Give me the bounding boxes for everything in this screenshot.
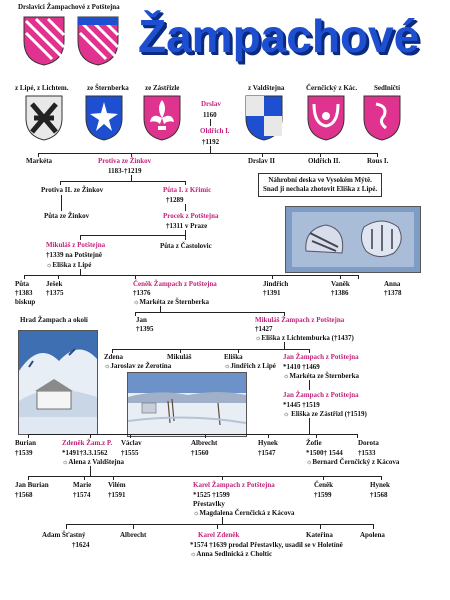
person-mikulas3: Mikuláš [167, 353, 192, 361]
person-zdenek-years: *1491†3.3.1562 [62, 449, 108, 457]
person-hynek2: Hynek [370, 481, 390, 489]
person-oldrich2: Oldřich II. [308, 157, 341, 165]
person-zdena: Zdena [104, 353, 124, 361]
coat-label-zastrizl: ze Zástřizle [145, 84, 180, 92]
coat-label-sternberk: ze Šternberka [87, 84, 129, 92]
person-mikulas2-year: †1427 [255, 325, 273, 333]
person-jan2: Jan Žampach z Potštejna [283, 353, 359, 361]
coat-of-arms-zastrizl [142, 94, 182, 142]
person-jindrich-year: †1391 [263, 289, 281, 297]
person-protiva2: Protiva II. ze Žinkov [41, 186, 104, 194]
person-jesek: Ješek [46, 280, 63, 288]
person-dorota-year: †1533 [358, 449, 376, 457]
person-mikulas-year: †1339 na Potštejně [46, 251, 102, 259]
person-karel: Karel Žampach z Potštejna [193, 481, 275, 489]
person-karel-place: Přestavlky [193, 500, 225, 508]
person-jesek-year: †1375 [46, 289, 64, 297]
coat-of-arms-pink-2 [76, 15, 120, 67]
note-box [258, 173, 382, 197]
person-procek-year: †1311 v Praze [166, 222, 208, 230]
person-jan3-wife: ☼ Eliška ze Zástřizl (†1519) [283, 410, 367, 418]
person-rous: Rous I. [367, 157, 389, 165]
person-jan2-wife: ☼Markéta ze Šternberka [283, 372, 360, 380]
page-title: Žampachové [138, 10, 420, 62]
person-anna-year: †1378 [384, 289, 402, 297]
person-puta-zinkov: Půta ze Žinkov [44, 212, 90, 220]
person-jan-year: †1395 [136, 325, 154, 333]
castle-caption: Hrad Žampach a okolí [20, 316, 88, 324]
person-albrecht-year: †1560 [191, 449, 209, 457]
coat-of-arms-lipe [24, 94, 64, 142]
person-karel-years: *1525 †1599 [193, 491, 230, 499]
person-oldrich1-year: †1192 [202, 138, 220, 146]
tombstone-image [285, 206, 421, 273]
person-zdena-husband: ☼Jaroslav ze Žerotína [104, 362, 172, 370]
header-top-label: Drslavici Žampachové z Potštejna [18, 3, 120, 11]
coat-of-arms-pink-1 [22, 15, 66, 67]
coat-label-lipe: z Lipé, z Lichtem. [15, 84, 69, 92]
person-apolena: Apolena [360, 531, 385, 539]
person-mikulas2-wife: ☼Eliška z Lichtemburka (†1437) [255, 334, 354, 342]
person-hynek2-year: †1568 [370, 491, 388, 499]
person-vaclav-year: †1555 [121, 449, 139, 457]
person-eliska: Eliška [224, 353, 243, 361]
person-cenek-wife: ☼Markéta ze Šternberka [133, 298, 210, 306]
person-katerina: Kateřina [306, 531, 333, 539]
person-zofie: Žofie [306, 439, 322, 447]
person-jan-burian-year: †1568 [15, 491, 33, 499]
note-line-1: Náhrobní deska ve Vysokém Mýtě. [268, 176, 372, 184]
person-hynek-year: †1547 [258, 449, 276, 457]
person-protiva: Protiva ze Žinkov [98, 157, 152, 165]
coat-of-arms-cernicky [306, 94, 346, 142]
person-mikulas: Mikuláš z Potštejna [46, 241, 106, 249]
person-cenek-year: †1376 [133, 289, 151, 297]
person-eliska-husband: ☼Jindřich z Lipé [224, 362, 276, 370]
person-anna: Anna [384, 280, 401, 288]
person-adam: Adam Šťastný [42, 531, 86, 539]
person-jan-burian: Jan Burian [15, 481, 49, 489]
person-marketa: Markéta [26, 157, 53, 165]
person-mikulas-wife: ☼Eliška z Lipé [46, 261, 92, 269]
note-line-2: Snad ji nechala zhotovit Eliška z Lipé. [263, 185, 378, 193]
person-vanek-year: †1386 [331, 289, 349, 297]
person-puta-castolovic: Půta z Častolovic [160, 242, 212, 250]
coat-of-arms-sedlnicti [362, 94, 402, 142]
landscape-image [127, 372, 247, 437]
person-protiva-years: 1183-†1219 [108, 167, 142, 175]
person-vaclav: Václav [121, 439, 142, 447]
person-karel-zdenek: Karel Zdeněk [198, 531, 240, 539]
person-jindrich: Jindřich [263, 280, 289, 288]
person-mikulas2: Mikuláš Žampach z Potštejna [255, 316, 345, 324]
person-zofie-husband: ☼Bernard Černčický z Kácova [306, 458, 400, 466]
person-vilem-year: †1591 [108, 491, 126, 499]
person-burian-year: †1539 [15, 449, 33, 457]
person-karel-zdenek-years: *1574 †1639 prodal Přestavlky, usadil se v Holetíně [190, 541, 343, 549]
person-puta-biskup: Půta [15, 280, 29, 288]
person-drslav2: Drslav II [248, 157, 276, 165]
person-procek: Procek z Potštejna [163, 212, 219, 220]
person-jan2-years: *1410 †1469 [283, 363, 320, 371]
person-cenek: Čeněk Žampach z Potštejna [133, 280, 217, 288]
person-zdenek-wife: ☼Alena z Valdštejna [62, 458, 125, 466]
person-vilem: Vilém [108, 481, 126, 489]
person-marie-year: †1574 [73, 491, 91, 499]
person-albrecht: Albrecht [191, 439, 218, 447]
person-jan3-years: *1445 †1519 [283, 401, 320, 409]
person-drslav: Drslav [201, 100, 221, 108]
coat-of-arms-valdstejn [244, 94, 284, 142]
person-cenek2: Čeněk [314, 481, 334, 489]
person-puta1-year: †1289 [166, 196, 184, 204]
castle-image [18, 330, 98, 435]
person-albrecht2: Albrecht [120, 531, 147, 539]
person-dorota: Dorota [358, 439, 379, 447]
person-cenek2-year: †1599 [314, 491, 332, 499]
coat-label-sedlnicti: Sedlničtí [374, 84, 401, 92]
person-karel-wife: ☼Magdalena Černčická z Kácova [193, 509, 295, 517]
coat-label-cernicky: Černčický z Kác. [306, 84, 358, 92]
person-marie: Marie [73, 481, 92, 489]
coat-label-valdstejn: z Valdštejna [248, 84, 285, 92]
coat-of-arms-sternberk [84, 94, 124, 142]
person-karel-zdenek-wife: ☼Anna Sedlnická z Choltic [190, 550, 273, 558]
person-puta-biskup-year: †1383 [15, 289, 33, 297]
person-zdenek: Zdeněk Žam.z P. [62, 439, 113, 447]
person-jan: Jan [136, 316, 147, 324]
person-burian: Burian [15, 439, 37, 447]
person-oldrich1: Oldřich I. [200, 127, 230, 135]
person-puta1: Půta I. z Křimic [163, 186, 212, 194]
person-drslav-year: 1160 [203, 111, 217, 119]
person-puta-biskup-role: biskup [15, 298, 36, 306]
person-hynek: Hynek [258, 439, 278, 447]
person-adam-year: †1624 [72, 541, 90, 549]
person-jan3: Jan Žampach z Potštejna [283, 391, 359, 399]
person-vanek: Vaněk [331, 280, 350, 288]
person-zofie-years: *1500† 1544 [306, 449, 343, 457]
